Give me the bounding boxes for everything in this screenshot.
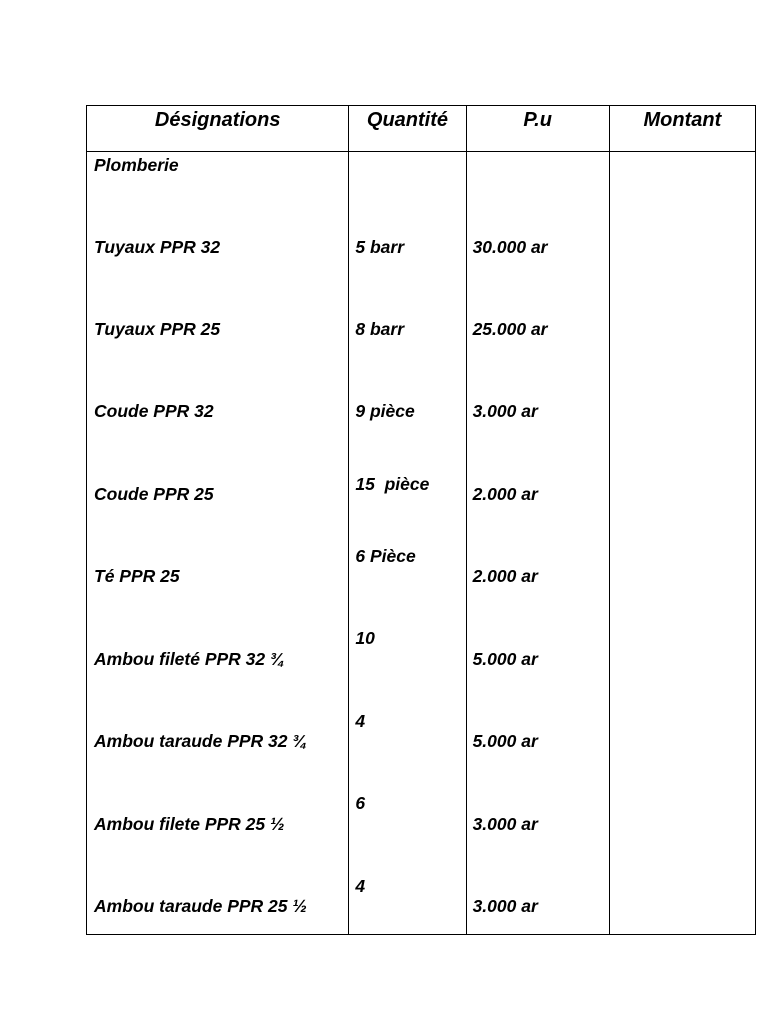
- designation-5: Té PPR 25: [94, 566, 180, 586]
- quantite-1: 5 barr: [355, 237, 405, 257]
- quantite-9: 4: [355, 876, 366, 896]
- pu-4: 2.000 ar: [472, 484, 538, 504]
- pu-7: 5.000 ar: [472, 731, 538, 751]
- pu-3: 3.000 ar: [472, 401, 538, 421]
- designation-7: Ambou taraude PPR 32 ¾: [94, 731, 307, 751]
- body-row: [87, 152, 756, 935]
- montant-cell: [609, 152, 755, 935]
- table-header: [87, 106, 756, 152]
- pu-1: 30.000 ar: [472, 237, 548, 257]
- header-designations: Désignations: [87, 106, 349, 152]
- pu-6: 5.000 ar: [472, 649, 538, 669]
- price-table: [86, 105, 756, 935]
- quantite-3: 9 pièce: [355, 401, 415, 421]
- designation-6: Ambou fileté PPR 32 ¾: [94, 649, 285, 669]
- quantite-7: 4: [355, 711, 366, 731]
- pu-5: 2.000 ar: [472, 566, 538, 586]
- designation-8: Ambou filete PPR 25 ½: [94, 814, 285, 834]
- designations-cell: [87, 152, 349, 935]
- designation-1: Tuyaux PPR 32: [94, 237, 221, 257]
- header-quantite: Quantité: [349, 106, 466, 152]
- pu-8: 3.000 ar: [472, 814, 538, 834]
- designation-9: Ambou taraude PPR 25 ½: [94, 896, 307, 916]
- pu-9: 3.000 ar: [472, 896, 538, 916]
- table-body: [87, 152, 756, 935]
- quantite-4: 15 pièce: [355, 474, 430, 494]
- quantite-5: 6 Pièce: [355, 546, 416, 566]
- quantite-2: 8 barr: [355, 319, 405, 339]
- quantite-cell: [349, 152, 466, 935]
- header-row: [87, 106, 756, 152]
- pu-cell: [466, 152, 609, 935]
- designation-3: Coude PPR 32: [94, 401, 214, 421]
- quantite-6: 10: [355, 628, 375, 648]
- header-pu: P.u: [466, 106, 609, 152]
- designation-2: Tuyaux PPR 25: [94, 319, 221, 339]
- designation-4: Coude PPR 25: [94, 484, 214, 504]
- quantite-8: 6: [355, 793, 366, 813]
- pu-2: 25.000 ar: [472, 319, 548, 339]
- section-title: Plomberie: [94, 155, 179, 175]
- header-montant: Montant: [609, 106, 755, 152]
